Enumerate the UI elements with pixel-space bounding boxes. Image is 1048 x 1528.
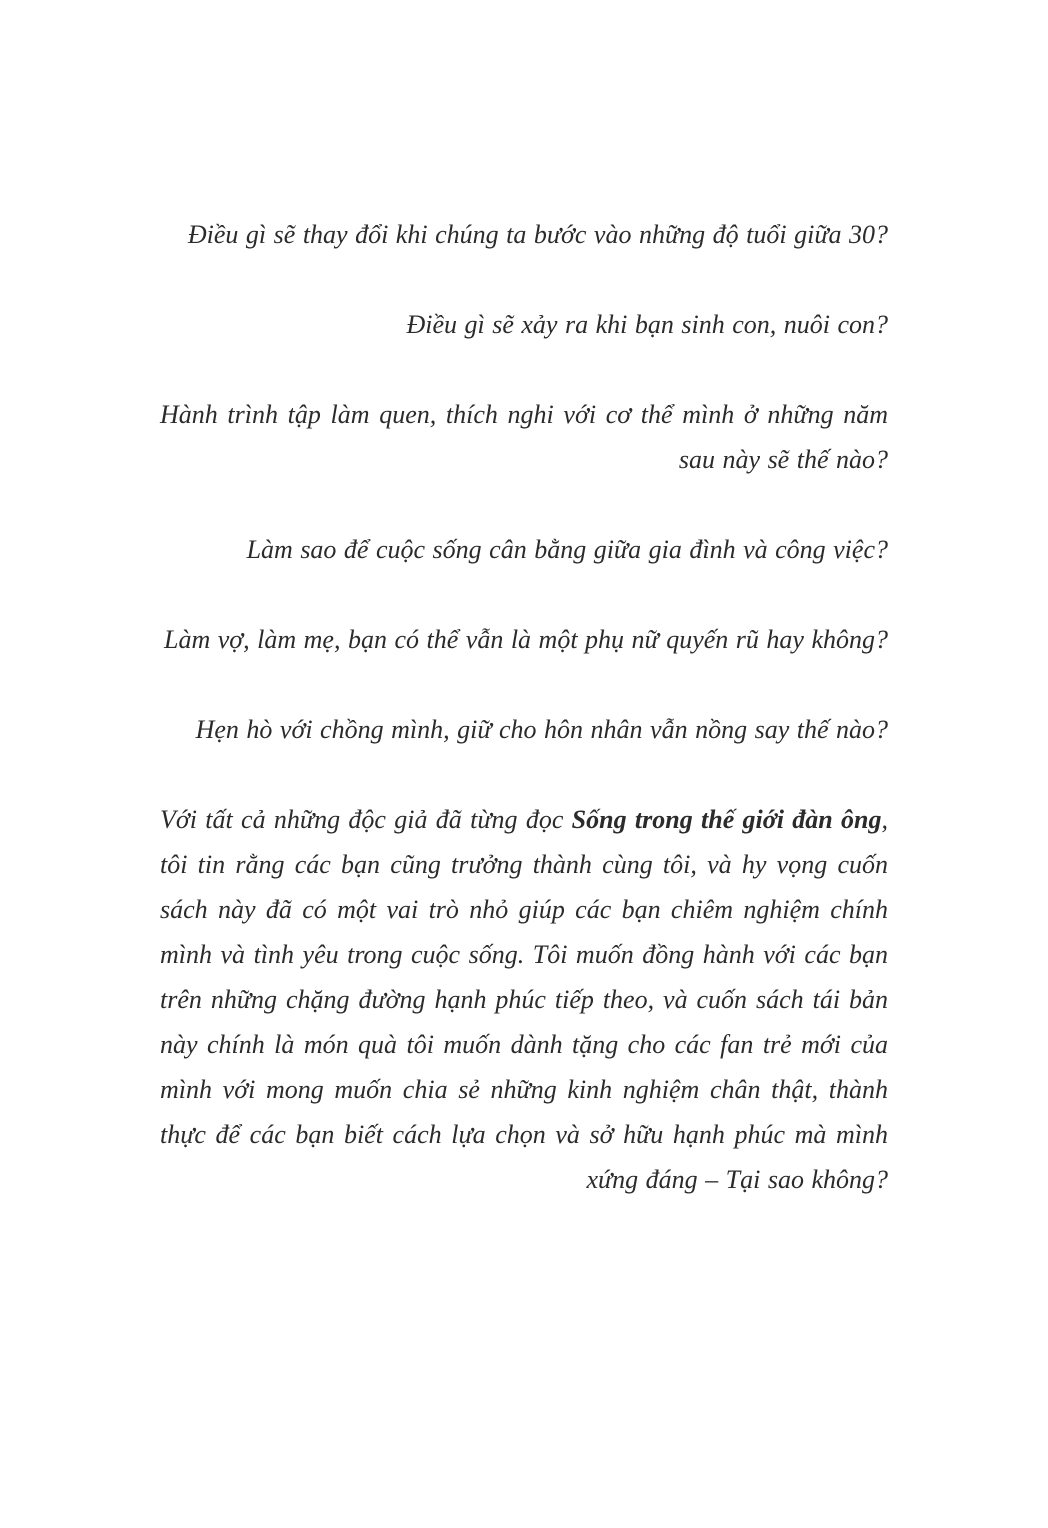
question-attractive-woman: Làm vợ, làm mẹ, bạn có thể vẫn là một phụ nữ quyến rũ hay không? (164, 625, 888, 654)
question-marriage-passion: Hẹn hò với chồng mình, giữ cho hôn nhân vẫn nồng say thế nào? (195, 715, 888, 744)
book-title: Sống trong thế giới đàn ông (571, 805, 882, 834)
closing-paragraph (160, 797, 888, 1202)
closing-lead: Với tất cả những độc giả đã từng đọc (160, 805, 572, 834)
question-body-adaptation: Hành trình tập làm quen, thích nghi với cơ thể mình ở những năm sau này sẽ thế nào? (160, 400, 888, 474)
question-age-30: Điều gì sẽ thay đổi khi chúng ta bước vào những độ tuổi giữa 30? (187, 220, 888, 249)
closing-rest: , tôi tin rằng các bạn cũng trưởng thành cùng tôi, và hy vọng cuốn sách này đã có một vai trò nhỏ giúp các bạn chiêm nghiệm chính mình và tình yêu trong cuộc sống. Tôi muốn đồng hành với các bạn trên những chặng đường hạnh phúc tiếp theo, và cuốn sách tái bản này chính là món quà tôi muốn dành tặng cho các fan trẻ mới của mình với mong muốn chia sẻ những kinh nghiệm chân thật, thành thực để các bạn biết cách lựa chọn và sở hữu hạnh phúc mà mình xứng đáng – Tại sao không? (160, 805, 888, 1194)
question-work-life-balance: Làm sao để cuộc sống cân bằng giữa gia đình và công việc? (246, 535, 888, 564)
question-children: Điều gì sẽ xảy ra khi bạn sinh con, nuôi con? (406, 310, 888, 339)
